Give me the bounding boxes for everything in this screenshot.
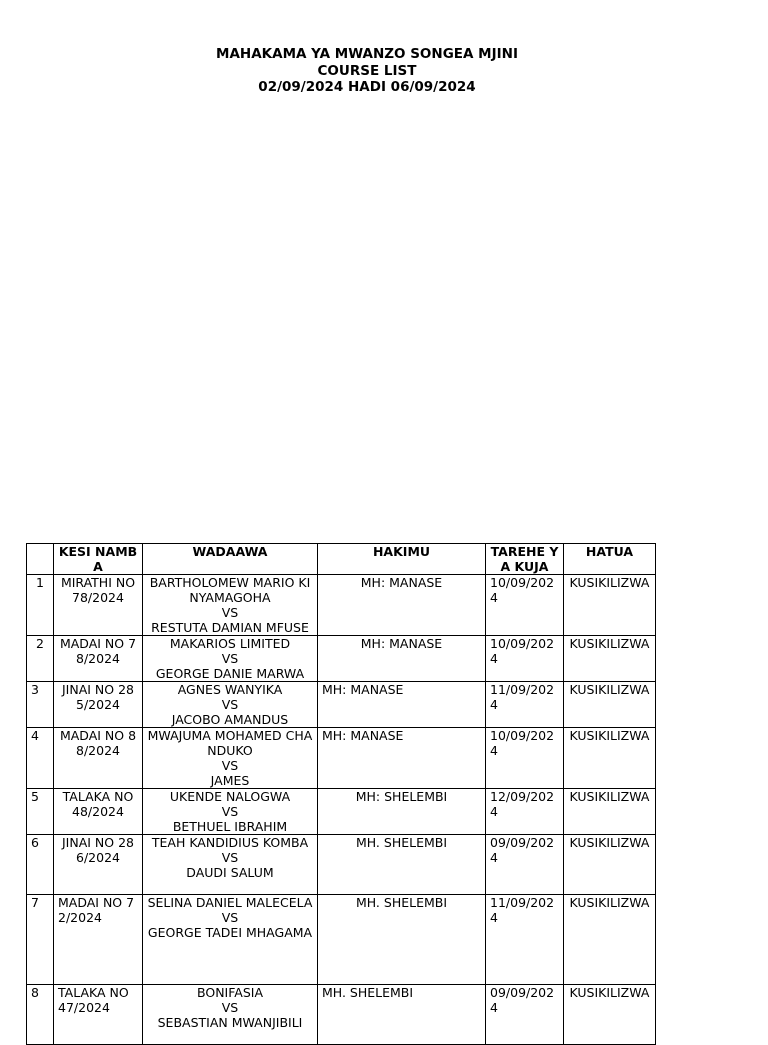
parties	[143, 636, 318, 682]
parties	[143, 985, 318, 1045]
col-case-header: KESI NAMBA	[54, 544, 143, 575]
row-number: 7	[27, 895, 54, 985]
action: KUSIKILIZWA	[564, 728, 656, 789]
document-header	[0, 46, 734, 96]
parties	[143, 682, 318, 728]
col-judge-header: HAKIMU	[318, 544, 486, 575]
col-number-header	[27, 544, 54, 575]
case-number: MADAI NO 88/2024	[54, 728, 143, 789]
table-row	[27, 575, 656, 636]
table-row	[27, 789, 656, 835]
versus: VS	[221, 651, 239, 666]
judge: MH. SHELEMBI	[318, 895, 486, 985]
versus: VS	[221, 850, 239, 865]
defendant: GEORGE DANIE MARWA	[155, 666, 305, 681]
defendant: JACOBO AMANDUS	[171, 712, 289, 727]
judge: MH: SHELEMBI	[318, 789, 486, 835]
row-number: 2	[27, 636, 54, 682]
parties	[143, 835, 318, 895]
defendant: GEORGE TADEI MHAGAMA	[147, 925, 313, 940]
next-date: 10/09/2024	[486, 636, 564, 682]
case-number: TALAKA NO 47/2024	[54, 985, 143, 1045]
parties	[143, 728, 318, 789]
table-row	[27, 682, 656, 728]
judge: MH: MANASE	[318, 728, 486, 789]
versus: VS	[221, 758, 239, 773]
judge: MH. SHELEMBI	[318, 985, 486, 1045]
date-range: 02/09/2024 HADI 06/09/2024	[258, 79, 476, 95]
row-number: 6	[27, 835, 54, 895]
plaintiff: UKENDE NALOGWA	[169, 789, 291, 804]
table-row	[27, 728, 656, 789]
versus: VS	[221, 1000, 239, 1015]
defendant: SEBASTIAN MWANJIBILI	[157, 1015, 303, 1030]
plaintiff: TEAH KANDIDIUS KOMBA	[151, 835, 309, 850]
defendant: RESTUTA DAMIAN MFUSE	[151, 620, 309, 635]
judge: MH: MANASE	[318, 682, 486, 728]
judge: MH. SHELEMBI	[318, 835, 486, 895]
plaintiff: MAKARIOS LIMITED	[169, 636, 291, 651]
plaintiff: BONIFASIA	[197, 985, 263, 1000]
plaintiff: AGNES WANYIKA	[177, 682, 283, 697]
course-list-table	[26, 543, 656, 1045]
judge: MH: MANASE	[318, 636, 486, 682]
case-number: MADAI NO 78/2024	[54, 636, 143, 682]
action: KUSIKILIZWA	[564, 789, 656, 835]
parties	[143, 895, 318, 985]
action: KUSIKILIZWA	[564, 985, 656, 1045]
case-number: TALAKA NO 48/2024	[54, 789, 143, 835]
action: KUSIKILIZWA	[564, 575, 656, 636]
parties	[143, 575, 318, 636]
next-date: 09/09/2024	[486, 835, 564, 895]
col-date-header: TAREHE YA KUJA	[486, 544, 564, 575]
next-date: 10/09/2024	[486, 728, 564, 789]
next-date: 10/09/2024	[486, 575, 564, 636]
list-title: COURSE LIST	[317, 62, 417, 79]
defendant: BETHUEL IBRAHIM	[172, 819, 288, 834]
next-date: 11/09/2024	[486, 682, 564, 728]
row-number: 1	[27, 575, 54, 636]
row-number: 5	[27, 789, 54, 835]
plaintiff: BARTHOLOMEW MARIO KINYAMAGOHA	[149, 575, 311, 605]
row-number: 8	[27, 985, 54, 1045]
versus: VS	[221, 910, 239, 925]
plaintiff: SELINA DANIEL MALECELA	[147, 895, 313, 910]
defendant: DAUDI SALUM	[186, 865, 274, 880]
court-name: MAHAKAMA YA MWANZO SONGEA MJINI	[216, 46, 518, 62]
judge: MH: MANASE	[318, 575, 486, 636]
table-row	[27, 895, 656, 985]
col-action-header: HATUA	[564, 544, 656, 575]
case-number: JINAI NO 286/2024	[54, 835, 143, 895]
case-number: MIRATHI NO 78/2024	[54, 575, 143, 636]
action: KUSIKILIZWA	[564, 636, 656, 682]
versus: VS	[221, 697, 239, 712]
versus: VS	[221, 605, 239, 620]
defendant: JAMES	[210, 773, 250, 788]
table-header-row	[27, 544, 656, 575]
next-date: 09/09/2024	[486, 985, 564, 1045]
row-number: 4	[27, 728, 54, 789]
case-number: MADAI NO 72/2024	[54, 895, 143, 985]
table-row	[27, 985, 656, 1045]
parties	[143, 789, 318, 835]
next-date: 12/09/2024	[486, 789, 564, 835]
table-row	[27, 636, 656, 682]
table-row	[27, 835, 656, 895]
row-number: 3	[27, 682, 54, 728]
action: KUSIKILIZWA	[564, 895, 656, 985]
versus: VS	[221, 804, 239, 819]
action: KUSIKILIZWA	[564, 682, 656, 728]
next-date: 11/09/2024	[486, 895, 564, 985]
col-parties-header: WADAAWA	[143, 544, 318, 575]
plaintiff: MWAJUMA MOHAMED CHANDUKO	[147, 728, 313, 758]
case-number: JINAI NO 285/2024	[54, 682, 143, 728]
action: KUSIKILIZWA	[564, 835, 656, 895]
